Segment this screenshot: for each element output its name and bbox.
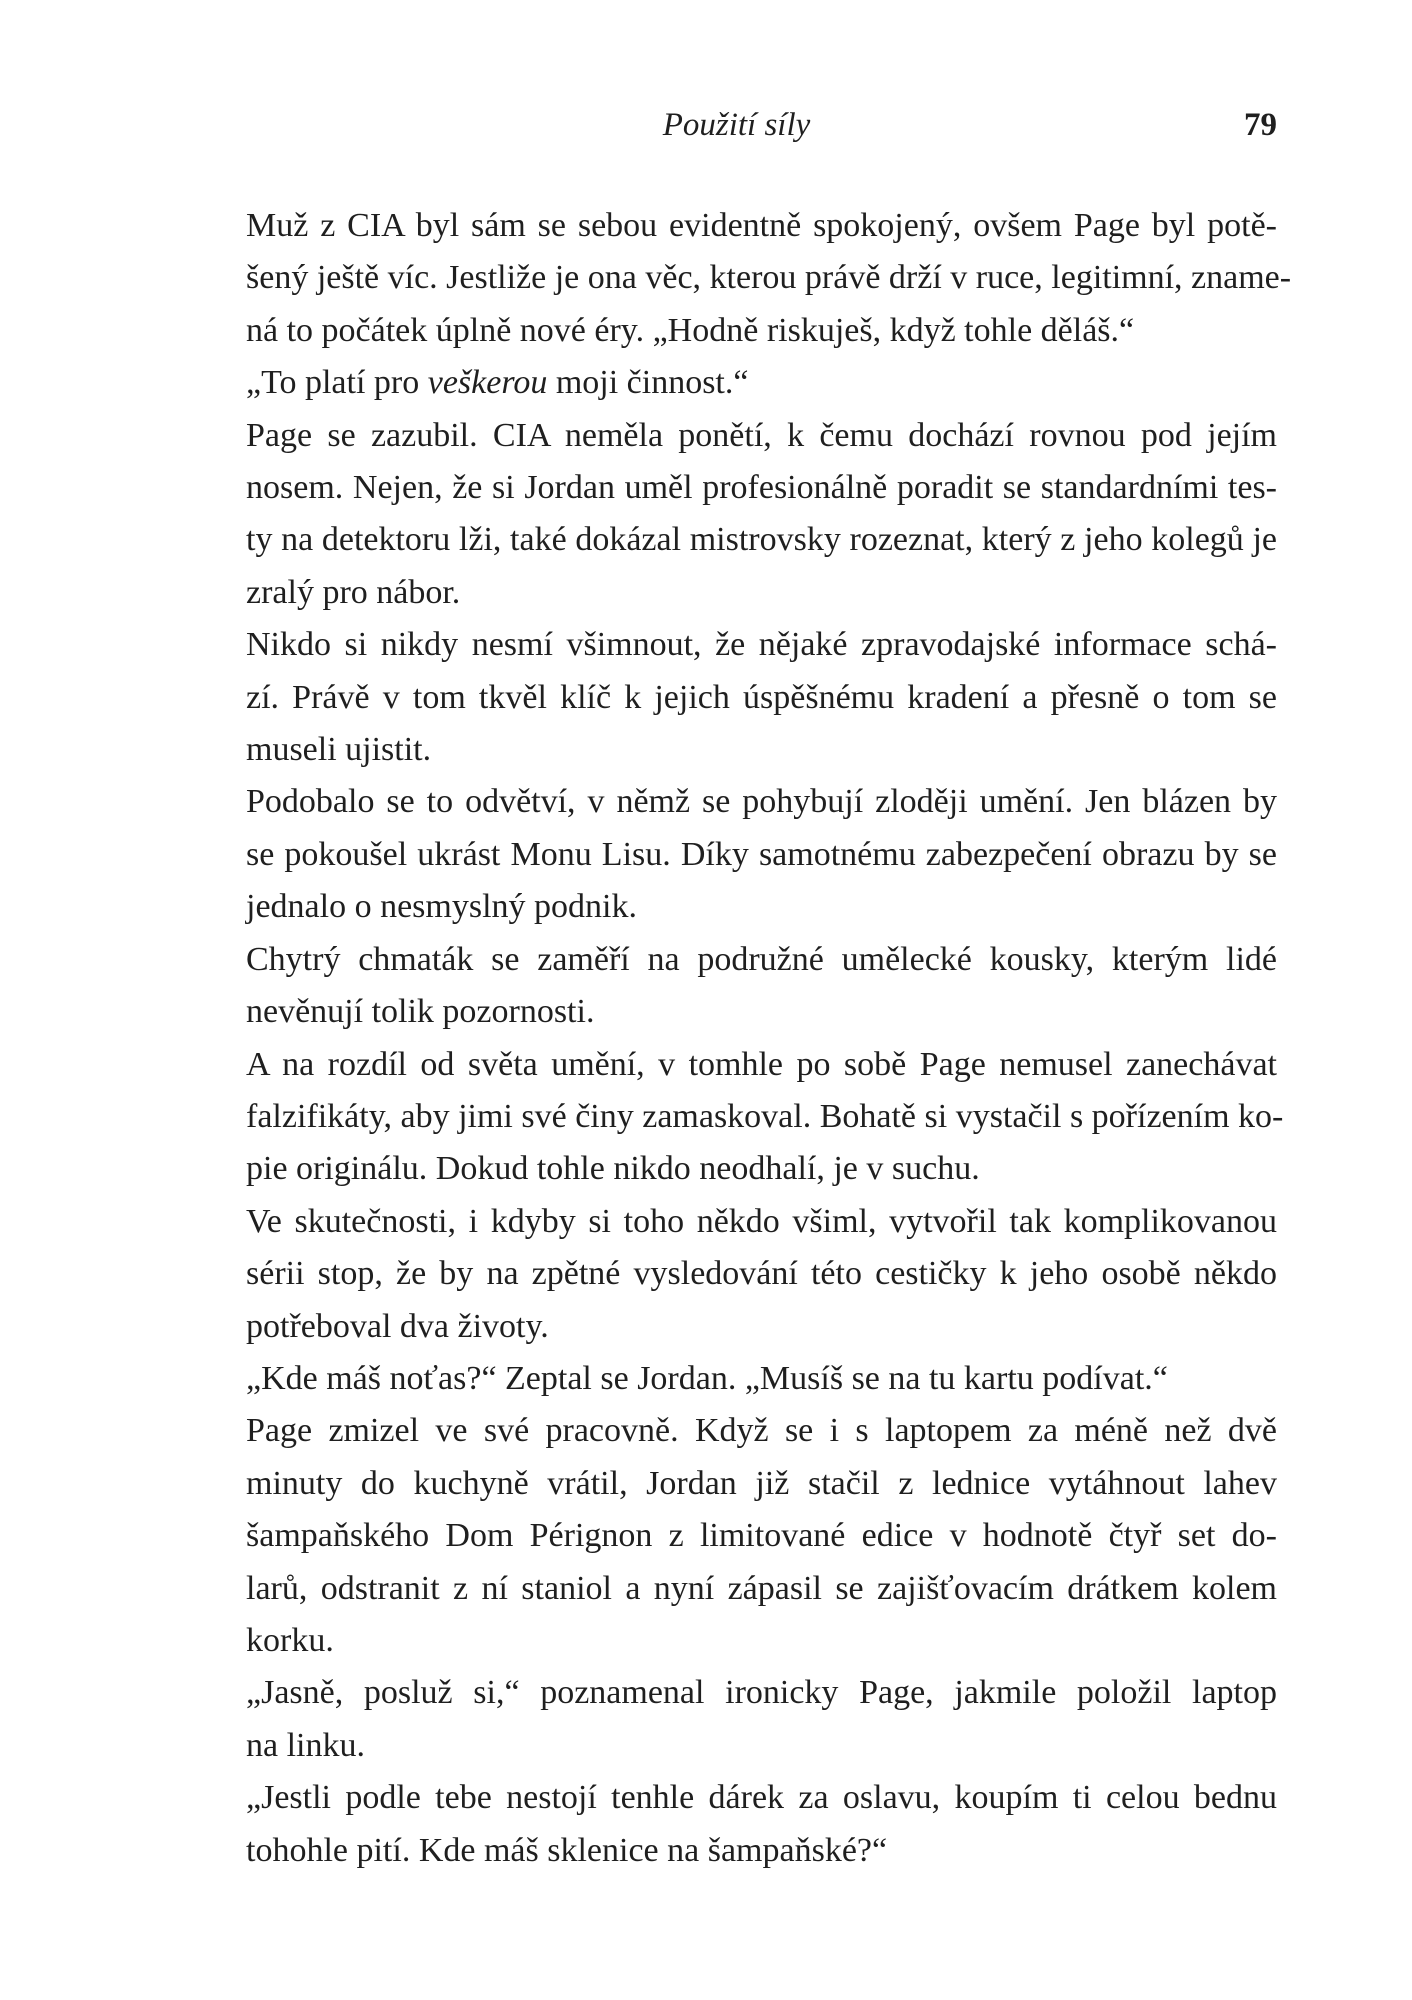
text-line: zralý pro nábor.	[246, 573, 461, 611]
text-line: Page se zazubil. CIA neměla ponětí, k čemu dochází rovnou pod jejím	[246, 416, 1277, 454]
paragraph	[196, 619, 1277, 776]
text-line: nevěnují tolik pozornosti.	[246, 993, 595, 1031]
text-line: „Jestli podle tebe nestojí tenhle dárek za oslavu, koupím ti celou bednu	[246, 1779, 1277, 1817]
text-line: tohohle pití. Kde máš sklenice na šampaňské?“	[246, 1831, 888, 1869]
text-segment: moji činnost.“	[547, 364, 749, 402]
running-title: Použití síly	[662, 107, 811, 143]
text-line: Nikdo si nikdy nesmí všimnout, že nějaké zpravodajské informace schá-	[246, 626, 1277, 664]
text-line: jednalo o nesmyslný podnik.	[246, 888, 637, 926]
text-line: „Kde máš noťas?“ Zeptal se Jordan. „Musíš se na tu kartu podívat.“	[246, 1359, 1168, 1397]
text-line: Page zmizel ve své pracovně. Když se i s laptopem za méně než dvě	[246, 1412, 1277, 1450]
paragraph	[196, 1353, 1277, 1405]
paragraph	[196, 1039, 1284, 1196]
text-line: korku.	[246, 1621, 334, 1659]
text-line: Muž z CIA byl sám se sebou evidentně spokojený, ovšem Page byl potě-	[246, 207, 1277, 244]
emphasized-word: veškerou	[427, 364, 548, 402]
text-line: potřeboval dva životy.	[246, 1307, 549, 1345]
text-line: Podobalo se to odvětví, v němž se pohybují zloději umění. Jen blázen by	[246, 783, 1277, 821]
page-number: 79	[1244, 107, 1277, 143]
text-line: Chytrý chmaták se zaměří na podružné umělecké kousky, kterým lidé	[246, 940, 1277, 978]
text-line: zí. Právě v tom tkvěl klíč k jejich úspěšnému kradení a přesně o tom se	[246, 678, 1277, 716]
paragraph	[196, 357, 1277, 409]
running-header	[196, 103, 1277, 147]
text-line: se pokoušel ukrást Monu Lisu. Díky samotnému zabezpečení obrazu by se	[246, 835, 1277, 873]
body-text	[196, 200, 1292, 1877]
text-line: šený ještě víc. Jestliže je ona věc, kterou právě drží v ruce, legitimní, zname-	[246, 259, 1292, 297]
text-line: larů, odstranit z ní staniol a nyní zápasil se zajišťovacím drátkem kolem	[246, 1569, 1277, 1607]
text-line: minuty do kuchyně vrátil, Jordan již stačil z lednice vytáhnout lahev	[246, 1464, 1277, 1502]
paragraph	[196, 1772, 1277, 1877]
paragraph	[196, 1405, 1277, 1667]
paragraph	[196, 1196, 1277, 1353]
text-line	[196, 357, 1277, 409]
text-line: nosem. Nejen, že si Jordan uměl profesionálně poradit se standardními tes-	[246, 469, 1277, 507]
text-line: šampaňského Dom Pérignon z limitované edice v hodnotě čtyř set do-	[246, 1517, 1277, 1555]
paragraph	[196, 776, 1277, 933]
paragraph	[196, 1667, 1277, 1772]
text-line: museli ujistit.	[246, 731, 432, 769]
paragraph	[196, 200, 1292, 357]
paragraph	[196, 410, 1277, 620]
text-line: „Jasně, posluž si,“ poznamenal ironicky Page, jakmile položil laptop	[246, 1674, 1277, 1712]
text-segment: „To platí pro	[246, 364, 428, 402]
text-line: falzifikáty, aby jimi své činy zamaskoval. Bohatě si vystačil s pořízením ko-	[246, 1097, 1284, 1135]
text-line: A na rozdíl od světa umění, v tomhle po sobě Page nemusel zanechávat	[246, 1045, 1277, 1083]
text-line: ty na detektoru lži, také dokázal mistrovsky rozeznat, který z jeho kolegů je	[246, 521, 1277, 559]
text-line: ná to počátek úplně nové éry. „Hodně riskuješ, když tohle děláš.“	[246, 311, 1135, 349]
paragraph	[196, 934, 1277, 1039]
text-line: pie originálu. Dokud tohle nikdo neodhalí, je v suchu.	[246, 1150, 980, 1188]
text-line: na linku.	[246, 1726, 365, 1764]
text-line: Ve skutečnosti, i kdyby si toho někdo všiml, vytvořil tak komplikovanou	[246, 1202, 1277, 1240]
text-line: sérii stop, že by na zpětné vysledování této cestičky k jeho osobě někdo	[246, 1255, 1277, 1293]
